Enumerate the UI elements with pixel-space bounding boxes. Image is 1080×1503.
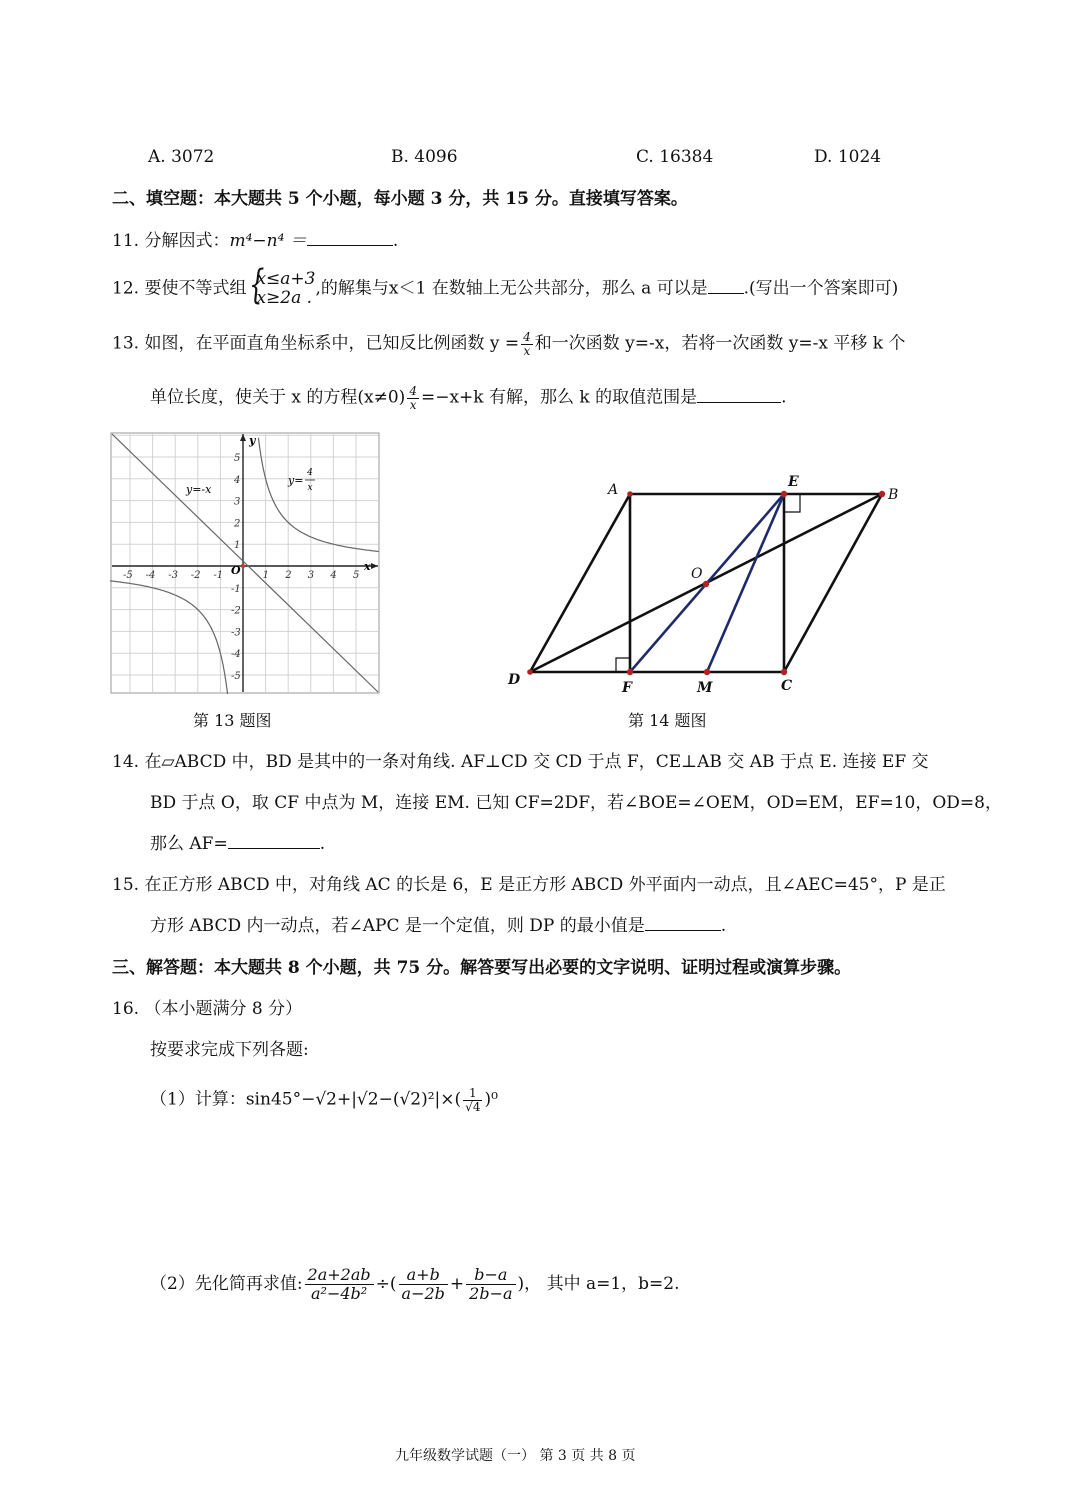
- section-3-title: 三、解答题：本大题共 8 个小题，共 75 分。解答要写出必要的文字说明、证明过程或演算步骤。: [112, 958, 852, 978]
- fraction-1-over-sqrt4: $\frac{1}{√4}$: [465, 1086, 481, 1114]
- part-1-expression-end: )⁰: [484, 1089, 498, 1110]
- x-tick-label: -3: [168, 570, 178, 581]
- label-inverse: y=: [288, 474, 304, 487]
- point-f-label: F: [622, 680, 632, 696]
- y-tick-label: 5: [234, 453, 241, 464]
- question-14-line-2: BD 于点 O，取 CF 中点为 M，连接 EM. 已知 CF=2DF，若∠BOE=∠OEM，OD=EM，EF=10，OD=8，: [150, 793, 1002, 813]
- question-text-end: .(写出一个答案即可): [743, 278, 899, 299]
- fraction-1: $\frac{2a+2ab}{\text{a²−4b²}}$: [305, 1266, 374, 1303]
- y-tick-label: 1: [234, 540, 241, 552]
- y-tick-label: 4: [234, 474, 241, 486]
- plus-symbol: +: [449, 1274, 465, 1294]
- section-2-title: 二、填空题：本大题共 5 个小题，每小题 3 分，共 15 分。直接填写答案。: [112, 189, 688, 209]
- period: .: [781, 387, 787, 408]
- x-tick-label: -5: [123, 570, 133, 581]
- x-tick-label: -2: [190, 570, 201, 581]
- y-tick-label: -1: [231, 583, 241, 595]
- question-text-cont: 和一次函数 y=-x，若将一次函数 y=-x 平移 k 个: [534, 333, 906, 354]
- question-number: 12.: [112, 278, 140, 299]
- vertex-d-label: D: [508, 672, 521, 688]
- part-2-label: （2）先化简再求值:: [150, 1274, 303, 1294]
- question-14-line-1: [112, 750, 929, 774]
- question-15-line-2: [150, 914, 726, 938]
- answer-blank[interactable]: [307, 229, 393, 246]
- question-score: （本小题满分 8 分）: [144, 999, 303, 1019]
- figure-14-caption: 第 14 题图: [628, 711, 707, 730]
- point-e-label: E: [788, 474, 799, 490]
- label-linear: y=-x: [186, 483, 212, 496]
- answer-blank[interactable]: [228, 832, 320, 849]
- point-m-label: M: [697, 680, 713, 696]
- inequality-system: [246, 270, 315, 308]
- segment-em: [707, 494, 784, 672]
- question-13-line-2: [150, 385, 787, 411]
- y-tick-label: -3: [231, 627, 241, 639]
- vertex-b-label: B: [888, 487, 899, 503]
- question-number: 13.: [112, 333, 140, 354]
- y-tick-label: -4: [231, 649, 241, 661]
- right-angle-e: [784, 494, 800, 512]
- period: .: [392, 231, 399, 251]
- part-1-expression: sin45°−√2+|√2−(√2)²|×(: [245, 1089, 462, 1110]
- y-axis-label: y: [249, 434, 256, 447]
- fraction-4-over-x: $\frac{4}{x}$: [409, 384, 417, 412]
- fraction-2: $\frac{a+b}{a-2b}$: [399, 1266, 448, 1303]
- question-number: 15.: [112, 875, 140, 895]
- figure-13-caption: 第 13 题图: [193, 711, 272, 730]
- label-inverse-den: x: [307, 483, 313, 493]
- question-text: 单位长度，使关于 x 的方程(x≠0): [150, 387, 406, 408]
- x-tick-label: 2: [285, 570, 292, 581]
- question-16-header: [112, 997, 302, 1021]
- part-2-expression-end: )， 其中 a=1，b=2.: [517, 1274, 680, 1294]
- question-text: 如图，在平面直角坐标系中，已知反比例函数 y =: [144, 333, 520, 354]
- part-1-label: （1）计算：: [150, 1089, 246, 1110]
- point-o-label: O: [691, 566, 703, 582]
- x-tick-label: -4: [145, 570, 156, 581]
- y-tick-label: 2: [234, 518, 241, 530]
- math-expression: m⁴−n⁴ ＝: [229, 231, 307, 251]
- x-tick-label: 3: [307, 570, 315, 581]
- question-11: [112, 229, 398, 253]
- question-text: 在▱ABCD 中，BD 是其中的一条对角线. AF⊥CD 交 CD 于点 F，CE⊥AB 交 AB 于点 E. 连接 EF 交: [144, 752, 929, 772]
- hyperbola-branch-1: [258, 438, 378, 552]
- vertex-c-label: C: [781, 678, 793, 694]
- inequality-2: x≥2a .: [256, 288, 313, 308]
- fraction-3: $\frac{b-a}{2b-a}$: [466, 1266, 515, 1303]
- hyperbola-branch-2: [110, 581, 228, 695]
- x-tick-label: 4: [330, 570, 337, 581]
- y-tick-label: -2: [231, 605, 241, 617]
- vertex-a-label: A: [608, 482, 619, 498]
- fraction-4-over-x: $\frac{4}{x}$: [523, 330, 531, 358]
- option-c: C. 16384: [636, 147, 714, 167]
- origin-point: [241, 564, 245, 568]
- question-text-cont: =−x+k 有解，那么 k 的取值范围是: [420, 387, 698, 408]
- question-text: 在正方形 ABCD 中，对角线 AC 的长是 6，E 是正方形 ABCD 外平面内一动点，且∠AEC=45°，P 是正: [144, 875, 946, 895]
- period: .: [720, 916, 727, 936]
- question-text: 方形 ABCD 内一动点，若∠APC 是一个定值，则 DP 的最小值是: [150, 916, 645, 936]
- option-a: A. 3072: [148, 147, 215, 167]
- y-tick-label: 3: [234, 496, 241, 508]
- answer-blank[interactable]: [645, 914, 721, 931]
- question-16-part-1: [150, 1087, 498, 1113]
- question-14-line-3: [150, 832, 325, 856]
- figure-13-graph: [110, 432, 380, 694]
- divide-symbol: ÷(: [375, 1274, 397, 1294]
- x-axis-label: x: [364, 560, 371, 573]
- figure-14-parallelogram: [500, 468, 910, 700]
- y-tick-label: -5: [231, 671, 241, 682]
- page-footer: 九年级数学试题（一） 第 3 页 共 8 页: [395, 1448, 636, 1464]
- question-16-part-2: [150, 1266, 680, 1303]
- question-text: 分解因式：: [144, 231, 230, 251]
- question-text: 那么 AF=: [150, 834, 228, 854]
- question-number: 14.: [112, 752, 140, 772]
- question-number: 11.: [112, 231, 140, 251]
- period: .: [319, 834, 326, 854]
- x-tick-label: 5: [353, 570, 360, 581]
- x-tick-label: -1: [213, 570, 224, 581]
- question-12: [112, 270, 898, 308]
- question-16-intro: 按要求完成下列各题:: [150, 1040, 309, 1060]
- question-13-line-1: [112, 331, 905, 357]
- question-15-line-1: [112, 873, 946, 897]
- answer-blank[interactable]: [697, 386, 781, 403]
- answer-blank[interactable]: [708, 277, 744, 294]
- question-number: 16.: [112, 999, 140, 1019]
- label-inverse-num: 4: [307, 468, 313, 478]
- question-text: 要使不等式组: [144, 278, 247, 299]
- x-tick-label: 1: [262, 570, 269, 581]
- inequality-1: { x≤a+3: [256, 269, 316, 289]
- question-text-cont: ,的解集与x＜1 在数轴上无公共部分，那么 a 可以是: [315, 278, 708, 299]
- option-d: D. 1024: [814, 147, 882, 167]
- origin-label: O: [231, 564, 241, 577]
- option-b: B. 4096: [391, 147, 458, 167]
